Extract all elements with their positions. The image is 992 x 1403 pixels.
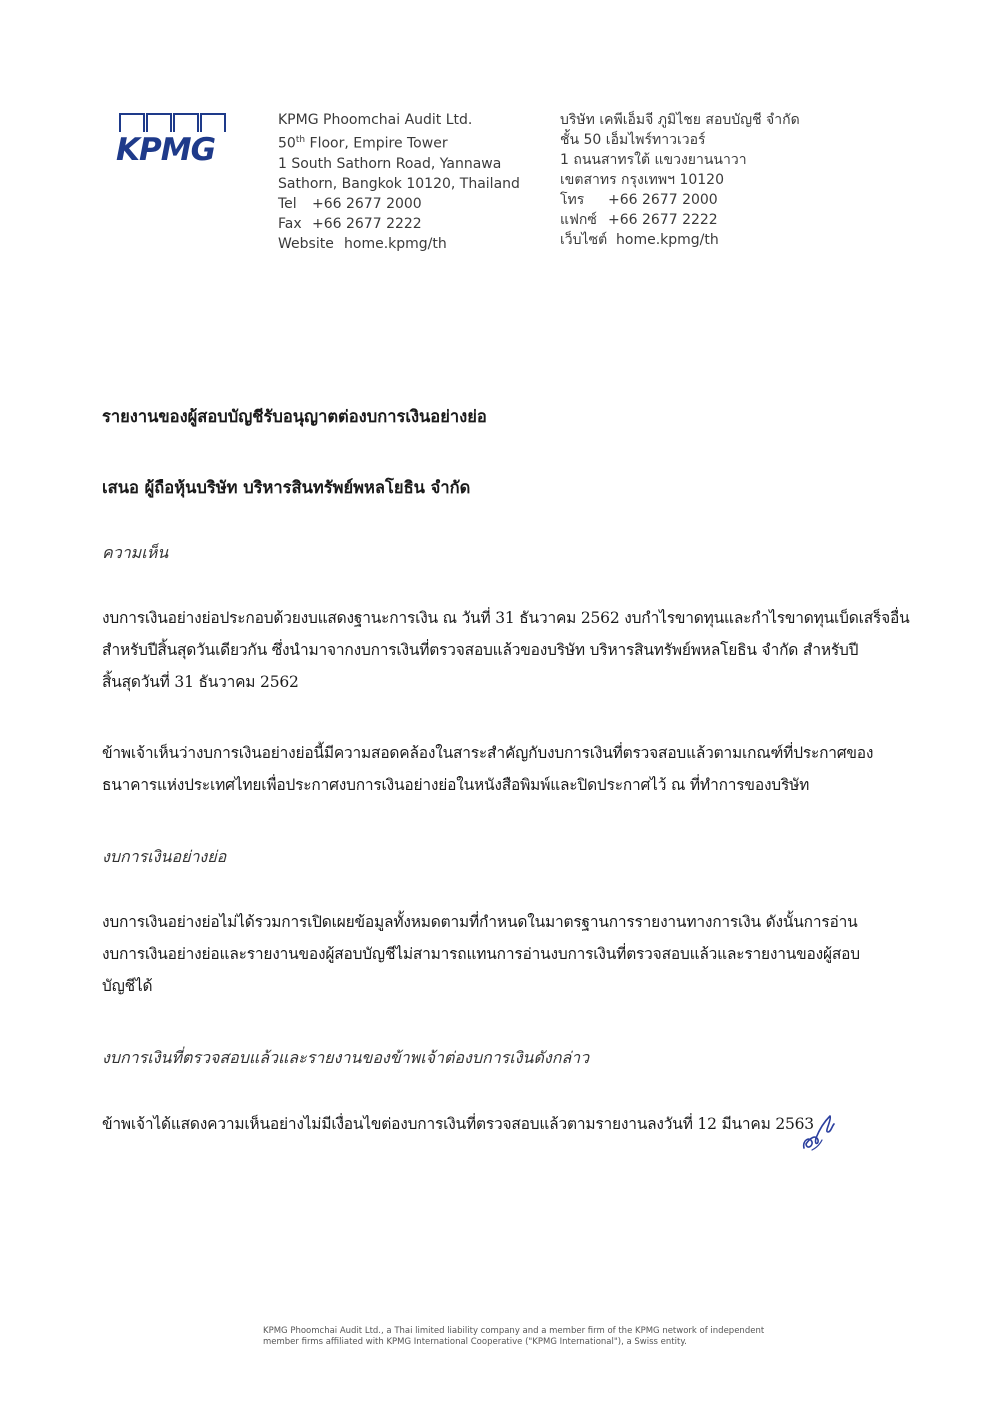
street-th: 1 ถนนสาทรใต้ แขวงยานนาวา (560, 152, 747, 168)
text-line: งบการเงินอย่างย่อไม่ได้รวมการเปิดเผยข้อมูลทั้งหมดตามที่กำหนดในมาตรฐานการรายงานทางการเงิน ดังนั้นการอ่าน (102, 913, 858, 931)
section-heading-summary: งบการเงินอย่างย่อ (102, 847, 227, 866)
footer-line: member firms affiliated with KPMG International Cooperative ("KPMG International"), a Swiss entity. (263, 1337, 687, 1347)
text-line: ข้าพเจ้าได้แสดงความเห็นอย่างไม่มีเงื่อนไขต่องบการเงินที่ตรวจสอบแล้วตามรายงานลงวันที่ 12 มีนาคม 2563 (102, 1115, 814, 1133)
tel-en: Tel +66 2677 2000 (278, 195, 422, 212)
kpmg-logo (114, 112, 232, 166)
street-en: 1 South Sathorn Road, Yannawa (278, 155, 502, 172)
footer-line: KPMG Phoomchai Audit Ltd., a Thai limited liability company and a member firm of the KPMG network of independent (263, 1326, 765, 1336)
section-heading-opinion: ความเห็น (102, 543, 169, 562)
text-line: ธนาคารแห่งประเทศไทยเพื่อประกาศงบการเงินอย่างย่อในหนังสือพิมพ์และปิดประกาศไว้ ณ ที่ทำการของบริษัท (102, 776, 810, 794)
address-thai (560, 110, 800, 250)
report-title: รายงานของผู้สอบบัญชีรับอนุญาตต่องบการเงินอย่างย่อ (102, 407, 487, 426)
page-footer (263, 1326, 764, 1348)
tel-th: โทร +66 2677 2000 (560, 192, 718, 208)
company-name-en: KPMG Phoomchai Audit Ltd. (278, 112, 473, 128)
text-line: งบการเงินอย่างย่อประกอบด้วยงบแสดงฐานะการเงิน ณ วันที่ 31 ธันวาคม 2562 งบกำไรขาดทุนและกำไรขาดทุนเบ็ดเสร็จอื่น (102, 609, 910, 627)
handwritten-initials (798, 1110, 838, 1158)
fax-en: Fax +66 2677 2222 (278, 215, 422, 232)
floor-th: ชั้น 50 เอ็มไพร์ทาวเวอร์ (560, 132, 706, 148)
address-english (278, 110, 520, 254)
city-en: Sathorn, Bangkok 10120, Thailand (278, 175, 520, 192)
paragraph-opinion-scope (102, 602, 910, 698)
text-line: งบการเงินอย่างย่อและรายงานของผู้สอบบัญชีไม่สามารถแทนการอ่านงบการเงินที่ตรวจสอบแล้วและรายงานของผู้สอบ (102, 945, 860, 963)
text-line: บัญชีได้ (102, 977, 153, 995)
company-name-th: บริษัท เคพีเอ็มจี ภูมิไชย สอบบัญชี จำกัด (560, 112, 800, 128)
floor-en: 50th Floor, Empire Tower (278, 135, 448, 152)
report-addressee: เสนอ ผู้ถือหุ้นบริษัท บริหารสินทรัพย์พหลโยธิน จำกัด (102, 478, 471, 497)
svg-text:KPMG: KPMG (116, 132, 216, 166)
text-line: สำหรับปีสิ้นสุดวันเดียวกัน ซึ่งนำมาจากงบการเงินที่ตรวจสอบแล้วของบริษัท บริหารสินทรัพย์พหลโยธิน จำกัด สำหรับปี (102, 641, 859, 659)
section-heading-audited: งบการเงินที่ตรวจสอบแล้วและรายงานของข้าพเจ้าต่องบการเงินดังกล่าว (102, 1048, 590, 1067)
website-th: เว็บไซต์ home.kpmg/th (560, 232, 719, 248)
paragraph-audited (102, 1108, 902, 1140)
paragraph-opinion-statement (102, 737, 902, 801)
city-th: เขตสาทร กรุงเทพฯ 10120 (560, 172, 724, 188)
text-line: สิ้นสุดวันที่ 31 ธันวาคม 2562 (102, 673, 299, 691)
fax-th: แฟกซ์ +66 2677 2222 (560, 212, 718, 228)
website-en: Website home.kpmg/th (278, 235, 447, 252)
paragraph-summary (102, 906, 902, 1002)
text-line: ข้าพเจ้าเห็นว่างบการเงินอย่างย่อนี้มีความสอดคล้องในสาระสำคัญกับงบการเงินที่ตรวจสอบแล้วตามเกณฑ์ที่ประกาศของ (102, 744, 874, 762)
